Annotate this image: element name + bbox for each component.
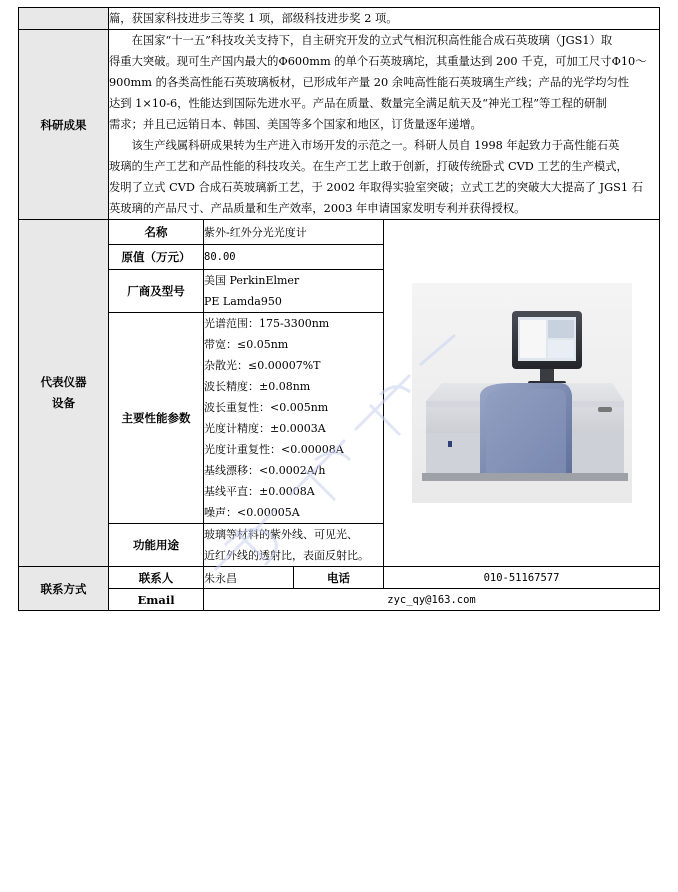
param-item: 光度计重复性：<0.00008A <box>204 443 344 456</box>
param-item: 带宽：≤0.05nm <box>204 338 289 351</box>
maker-label: 厂商及型号 <box>109 270 204 313</box>
function-label: 功能用途 <box>109 524 204 567</box>
research-p1-l4: 达到 1×10-6，性能达到国际先进水平。产品在质量、数量完全满足航天及“神光工程”等工程的研制 <box>109 97 607 110</box>
param-item: 基线漂移：<0.0002A/h <box>204 464 326 477</box>
maker-value <box>204 270 384 313</box>
research-p1-l5: 需求；并且已远销日本、韩国、美国等多个国家和地区，订货量逐年递增。 <box>109 118 482 131</box>
research-row <box>19 30 660 220</box>
param-item: 光度计精度：±0.0003A <box>204 422 326 435</box>
contact-email-row <box>19 589 660 611</box>
param-item: 波长重复性：<0.005nm <box>204 401 329 414</box>
research-p2-l1: 该生产线属科研成果转为生产进入市场开发的示范之一。科研人员自 1998 年起致力于高性能石英 <box>131 139 620 152</box>
research-p1-l1: 在国家“十一五”科技攻关支持下，自主研究开发的立式气相沉积高性能合成石英玻璃（JGS1）取 <box>131 34 613 47</box>
instrument-label-line2: 设备 <box>52 396 75 410</box>
email-label: Email <box>109 589 204 611</box>
top-continuation-text: 篇，获国家科技进步三等奖 1 项，部级科技进步奖 2 项。 <box>109 8 660 30</box>
params-list <box>204 313 384 524</box>
research-p1-l2: 得重大突破。现可生产国内最大的Φ600mm 的单个石英玻璃坨，其重量达到 200 千克，可加工尺寸Φ10～ <box>109 55 647 68</box>
spectrophotometer-image <box>412 283 632 503</box>
phone-value: 010-51167577 <box>384 567 660 589</box>
instrument-name-row <box>19 220 660 245</box>
function-line1: 玻璃等材料的紫外线、可见光、 <box>204 528 358 541</box>
name-label: 名称 <box>109 220 204 245</box>
params-label: 主要性能参数 <box>109 313 204 524</box>
param-item: 杂散光：≤0.00007%T <box>204 359 321 372</box>
research-p2-l2: 玻璃的生产工艺和产品性能的科技攻关。在生产工艺上敢于创新，打破传统卧式 CVD 工艺的生产模式， <box>109 160 628 173</box>
maker-line2: PE Lamda950 <box>204 295 282 308</box>
price-value: 80.00 <box>204 245 384 270</box>
param-item: 噪声：<0.00005A <box>204 506 300 519</box>
instrument-photo-cell <box>384 220 660 567</box>
top-continuation-row <box>19 8 660 30</box>
email-value: zyc_qy@163.com <box>204 589 660 611</box>
instrument-section-label <box>19 220 109 567</box>
phone-label: 电话 <box>294 567 384 589</box>
function-line2: 近红外线的透射比，表面反射比。 <box>204 549 369 562</box>
instrument-label-line1: 代表仪器 <box>40 375 87 389</box>
function-value <box>204 524 384 567</box>
research-p2-l3: 发明了立式 CVD 合成石英玻璃新工艺，于 2002 年取得实验室突破；立式工艺的突破大大提高了 JGS1 石 <box>109 181 643 194</box>
maker-line1: 美国 PerkinElmer <box>204 274 300 287</box>
person-value: 朱永昌 <box>204 567 294 589</box>
param-item: 光谱范围：175-3300nm <box>204 317 330 330</box>
spectrophotometer-icon <box>412 283 632 503</box>
param-item: 基线平直：±0.0008A <box>204 485 315 498</box>
name-value: 紫外-红外分光光度计 <box>204 220 384 245</box>
price-label: 原值（万元） <box>109 245 204 270</box>
person-label: 联系人 <box>109 567 204 589</box>
param-item: 波长精度：±0.08nm <box>204 380 311 393</box>
research-p2-l4: 英玻璃的产品尺寸、产品质量和生产效率，2003 年申请国家发明专利并获得授权。 <box>109 202 526 215</box>
contact-label: 联系方式 <box>19 567 109 611</box>
contact-person-row <box>19 567 660 589</box>
top-label-cell <box>19 8 109 30</box>
research-p1-l3: 900mm 的各类高性能石英玻璃板材，已形成年产量 20 余吨高性能石英玻璃生产线；产品的光学均匀性 <box>109 76 630 89</box>
research-content <box>109 30 660 220</box>
research-label: 科研成果 <box>19 30 109 220</box>
info-table <box>18 7 660 611</box>
